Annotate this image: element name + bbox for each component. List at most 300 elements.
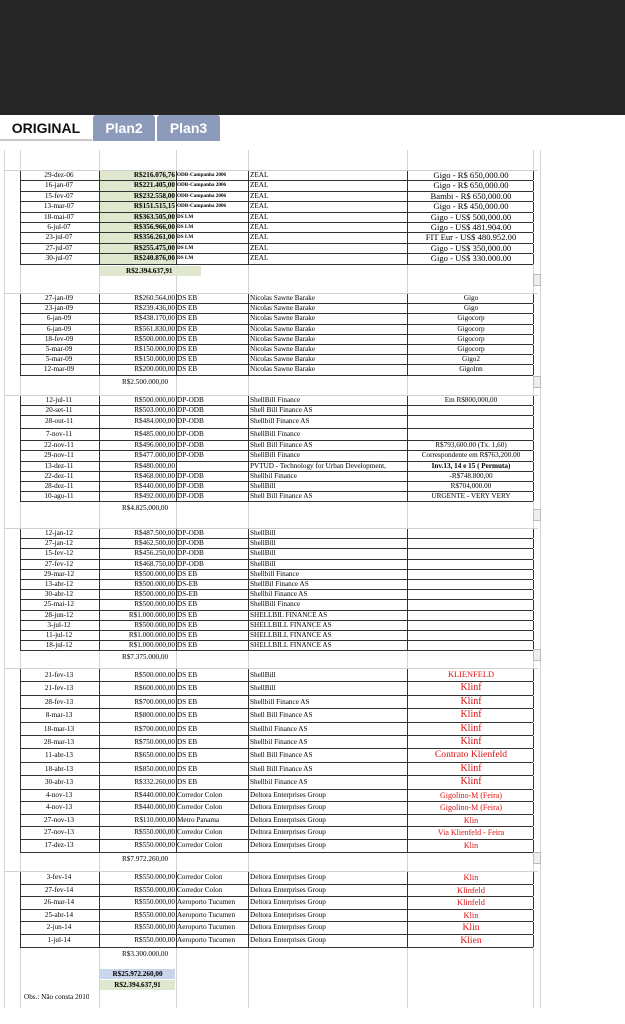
source-cell[interactable]: DP-ODB: [177, 482, 204, 490]
source-cell[interactable]: DP-ODB: [177, 549, 204, 558]
source-cell[interactable]: ODB-Campanha 2006: [177, 192, 227, 199]
source-cell[interactable]: DS LM: [177, 213, 194, 220]
note-cell[interactable]: Klinf: [460, 776, 482, 788]
date-cell[interactable]: 21-fev-13: [44, 684, 74, 693]
amount-cell[interactable]: R$356.966,00: [100, 223, 175, 232]
date-cell[interactable]: 27-jul-07: [45, 243, 73, 252]
amount-cell[interactable]: R$485.000,00: [134, 429, 175, 438]
amount-cell[interactable]: R$500.000,00: [134, 396, 175, 404]
amount-cell[interactable]: R$500.000,00: [134, 671, 175, 679]
source-cell[interactable]: DS EB: [177, 600, 198, 609]
note-cell[interactable]: [409, 560, 533, 569]
note-cell[interactable]: Gigolino-M (Feira): [440, 803, 502, 813]
source-cell[interactable]: DS LM: [177, 234, 194, 241]
note-cell[interactable]: Gigo2: [462, 355, 480, 364]
note-cell[interactable]: Klinf: [460, 709, 482, 721]
date-cell[interactable]: 27-nov-13: [44, 815, 74, 824]
source-cell[interactable]: [177, 462, 247, 471]
beneficiary-cell[interactable]: ShellBill: [250, 684, 276, 693]
source-cell[interactable]: DS EB: [177, 751, 198, 760]
date-cell[interactable]: 8-mar-13: [45, 711, 73, 720]
amount-cell[interactable]: R$468.000,00: [134, 471, 175, 480]
amount-cell[interactable]: R$1.000.000,00: [128, 631, 175, 639]
source-cell[interactable]: DP-ODB: [177, 529, 204, 537]
note-cell[interactable]: Klin: [463, 910, 479, 920]
date-cell[interactable]: 10-ago-11: [44, 492, 74, 501]
beneficiary-cell[interactable]: Deltora Enterprises Group: [250, 841, 326, 849]
beneficiary-cell[interactable]: Deltora Enterprises Group: [250, 936, 326, 944]
tab-plan2[interactable]: Plan2: [93, 115, 155, 141]
source-cell[interactable]: Aeroporto Tucumen: [177, 923, 236, 932]
amount-cell[interactable]: R$150.000,00: [134, 355, 175, 364]
source-cell[interactable]: DP-ODB: [177, 396, 204, 404]
source-cell[interactable]: DS EB: [177, 314, 198, 323]
amount-cell[interactable]: R$240.876,00: [100, 254, 175, 263]
date-cell[interactable]: 22-dez-11: [44, 471, 74, 480]
beneficiary-cell[interactable]: Shellbill Finance: [250, 569, 299, 578]
source-cell[interactable]: DS-EB: [177, 580, 198, 588]
beneficiary-cell[interactable]: ShellBill: [250, 671, 276, 679]
beneficiary-cell[interactable]: Shellbil Finance AS: [250, 724, 308, 733]
date-cell[interactable]: 2-jun-14: [46, 923, 72, 932]
amount-cell[interactable]: R$356.261,00: [100, 233, 175, 242]
note-cell[interactable]: [409, 539, 533, 548]
source-cell[interactable]: Corredor Colon: [177, 790, 223, 799]
note-cell[interactable]: Klin: [463, 815, 479, 825]
date-cell[interactable]: 4-nov-13: [45, 803, 73, 812]
date-cell[interactable]: 15-fev-07: [44, 191, 74, 200]
note-cell[interactable]: Gigo - US$ 350,000.00: [430, 243, 512, 253]
source-cell[interactable]: DS EB: [177, 724, 198, 733]
source-cell[interactable]: DS LM: [177, 255, 194, 262]
amount-cell[interactable]: R$550.000,00: [134, 841, 175, 849]
source-cell[interactable]: Corredor Colon: [177, 803, 223, 812]
date-cell[interactable]: 27-fev-12: [44, 559, 74, 568]
source-cell[interactable]: DP-ODB: [177, 471, 204, 480]
beneficiary-cell[interactable]: Deltora Enterprises Group: [250, 885, 326, 894]
beneficiary-cell[interactable]: Deltora Enterprises Group: [250, 815, 326, 824]
amount-cell[interactable]: R$500.000,00: [134, 334, 175, 343]
subtotal-value[interactable]: R$2.394.637,91: [100, 266, 201, 276]
subtotal-value[interactable]: R$3.300.000,00: [122, 949, 169, 958]
amount-cell[interactable]: R$850.000,00: [134, 764, 175, 773]
source-cell[interactable]: Corredor Colon: [177, 828, 223, 837]
subtotal-value[interactable]: R$4.825.000,00: [122, 504, 169, 513]
subtotal-value[interactable]: R$7.972.260,00: [122, 854, 169, 863]
date-cell[interactable]: 5-mar-09: [45, 345, 73, 353]
subtotal-value[interactable]: R$2.500.000,00: [122, 377, 169, 386]
source-cell[interactable]: ODB-Campanha 2006: [177, 203, 227, 210]
note-cell[interactable]: Klinfeld: [457, 885, 485, 895]
amount-cell[interactable]: R$484.000,00: [134, 417, 175, 426]
beneficiary-cell[interactable]: Deltora Enterprises Group: [250, 873, 326, 881]
source-cell[interactable]: DP-ODB: [177, 417, 204, 426]
beneficiary-cell[interactable]: ZEAL: [250, 191, 269, 200]
note-cell[interactable]: Gigo: [463, 304, 479, 313]
date-cell[interactable]: 12-mar-09: [43, 365, 75, 374]
amount-cell[interactable]: R$216.076,76: [100, 171, 175, 180]
date-cell[interactable]: 17-dez-13: [44, 841, 74, 849]
note-cell[interactable]: Klien: [460, 935, 482, 946]
source-cell[interactable]: DS EB: [177, 569, 198, 578]
source-cell[interactable]: DS EB: [177, 334, 198, 343]
source-cell[interactable]: Corredor Colon: [177, 873, 223, 881]
source-cell[interactable]: DP-ODB: [177, 429, 204, 438]
beneficiary-cell[interactable]: Shell Bill Finance AS: [250, 492, 313, 501]
beneficiary-cell[interactable]: Deltora Enterprises Group: [250, 898, 326, 907]
date-cell[interactable]: 1-jul-14: [47, 936, 71, 944]
beneficiary-cell[interactable]: Nicolas Sawne Barake: [250, 304, 316, 313]
date-cell[interactable]: 25-mai-12: [44, 600, 74, 609]
source-cell[interactable]: Corredor Colon: [177, 885, 223, 894]
source-cell[interactable]: Corredor Colon: [177, 841, 223, 849]
source-cell[interactable]: DS EB: [177, 365, 198, 374]
note-cell[interactable]: [409, 631, 533, 640]
amount-cell[interactable]: R$487.500,00: [134, 529, 175, 537]
amount-cell[interactable]: R$468.750,00: [134, 559, 175, 568]
tab-original[interactable]: ORIGINAL: [0, 115, 92, 141]
source-cell[interactable]: DP-ODB: [177, 492, 204, 501]
amount-cell[interactable]: R$477.000,00: [134, 451, 175, 460]
source-cell[interactable]: Aeroporto Tucumen: [177, 898, 236, 907]
beneficiary-cell[interactable]: Shell Bill Finance AS: [250, 764, 313, 773]
note-cell[interactable]: Klinfeld: [457, 898, 485, 908]
amount-cell[interactable]: R$239.436,00: [134, 304, 175, 313]
date-cell[interactable]: 3-jul-12: [47, 620, 71, 629]
source-cell[interactable]: DS EB: [177, 778, 198, 787]
note-cell[interactable]: R$793,600.00 (Tx. 1,60): [435, 441, 507, 450]
beneficiary-cell[interactable]: ShellBill: [250, 482, 276, 490]
beneficiary-cell[interactable]: Shellbill Finance AS: [250, 417, 310, 426]
beneficiary-cell[interactable]: ShellBill: [250, 529, 276, 537]
source-cell[interactable]: DS EB: [177, 697, 198, 706]
date-cell[interactable]: 12-jan-12: [45, 529, 73, 537]
beneficiary-cell[interactable]: Deltora Enterprises Group: [250, 790, 326, 799]
source-cell[interactable]: ODB-Campanha 2006: [177, 172, 227, 178]
source-cell[interactable]: DS EB: [177, 294, 198, 302]
note-cell[interactable]: R$704,000.00: [450, 482, 492, 490]
beneficiary-cell[interactable]: Nicolas Sawne Barake: [250, 365, 316, 374]
date-cell[interactable]: 28-mar-13: [43, 738, 75, 746]
amount-cell[interactable]: R$500.000,00: [134, 580, 175, 588]
note-cell[interactable]: Klinf: [460, 736, 482, 747]
beneficiary-cell[interactable]: ZEAL: [250, 202, 269, 211]
note-cell[interactable]: [409, 416, 533, 427]
beneficiary-cell[interactable]: ZEAL: [250, 254, 269, 263]
note-cell[interactable]: Em R$800,000,00: [444, 396, 498, 404]
note-cell[interactable]: [409, 549, 533, 558]
date-cell[interactable]: 15-fev-12: [44, 549, 74, 558]
source-cell[interactable]: DS EB: [177, 671, 198, 679]
amount-cell[interactable]: R$496.000,00: [134, 441, 175, 450]
amount-cell[interactable]: R$650.000,00: [134, 751, 175, 760]
note-cell[interactable]: KLIENFELD: [447, 670, 495, 679]
amount-cell[interactable]: R$550.000,00: [134, 923, 175, 932]
beneficiary-cell[interactable]: Shell Bill Finance AS: [250, 751, 313, 760]
amount-cell[interactable]: R$700.000,00: [134, 697, 175, 706]
beneficiary-cell[interactable]: Deltora Enterprises Group: [250, 923, 326, 932]
note-cell[interactable]: [409, 529, 533, 538]
note-cell[interactable]: Gigolnn: [459, 365, 483, 374]
note-cell[interactable]: [409, 429, 533, 440]
date-cell[interactable]: 18-abr-13: [44, 764, 74, 773]
source-cell[interactable]: DS EB: [177, 711, 198, 720]
date-cell[interactable]: 22-nov-11: [44, 441, 74, 450]
amount-cell[interactable]: R$550.000,00: [134, 885, 175, 894]
spreadsheet-grid[interactable]: [0, 144, 625, 1024]
beneficiary-cell[interactable]: ShellBill: [250, 539, 276, 548]
beneficiary-cell[interactable]: SHELLBILL FINANCE AS: [250, 641, 332, 650]
amount-cell[interactable]: R$440.000,00: [134, 803, 175, 812]
note-cell[interactable]: [409, 600, 533, 609]
date-cell[interactable]: 27-jan-09: [45, 294, 73, 302]
note-cell[interactable]: [409, 406, 533, 415]
date-cell[interactable]: 23-jan-09: [45, 304, 73, 313]
date-cell[interactable]: 27-nov-13: [44, 828, 74, 837]
beneficiary-cell[interactable]: ZEAL: [250, 171, 269, 179]
date-cell[interactable]: 13-abr-12: [44, 580, 74, 588]
date-cell[interactable]: 29-dez-06: [44, 171, 74, 179]
amount-cell[interactable]: R$550.000,00: [134, 910, 175, 919]
amount-cell[interactable]: R$500.000,00: [134, 569, 175, 578]
grand-total-value[interactable]: R$25.972.260,00: [100, 969, 175, 979]
tab-plan3[interactable]: Plan3: [157, 115, 220, 141]
beneficiary-cell[interactable]: ZEAL: [250, 212, 269, 221]
note-cell[interactable]: URGENTE - VERY VERY: [431, 492, 511, 501]
beneficiary-cell[interactable]: ZEAL: [250, 181, 269, 190]
amount-cell[interactable]: R$221.405,00: [100, 181, 175, 190]
beneficiary-cell[interactable]: Shellbil Finance AS: [250, 590, 308, 599]
beneficiary-cell[interactable]: ShellBill Finance: [250, 600, 301, 609]
beneficiary-cell[interactable]: Shell Bill Finance AS: [250, 406, 313, 415]
date-cell[interactable]: 28-out-11: [44, 417, 74, 426]
date-cell[interactable]: 7-nov-11: [45, 429, 73, 438]
date-cell[interactable]: 6-jan-09: [46, 324, 72, 333]
beneficiary-cell[interactable]: Nicolas Sawne Barake: [250, 294, 316, 302]
beneficiary-cell[interactable]: ShellBill Finance: [250, 451, 301, 460]
amount-cell[interactable]: R$500.000,00: [134, 600, 175, 609]
date-cell[interactable]: 6-jul-07: [47, 223, 71, 231]
date-cell[interactable]: 23-jul-07: [45, 233, 73, 242]
beneficiary-cell[interactable]: ShellBill Finance: [250, 429, 301, 438]
date-cell[interactable]: 18-mar-13: [43, 724, 75, 733]
note-cell[interactable]: Klinf: [460, 682, 482, 694]
amount-cell[interactable]: R$332.260,00: [134, 778, 175, 787]
source-cell[interactable]: DP-ODB: [177, 451, 204, 460]
source-cell[interactable]: DP-ODB: [177, 559, 204, 568]
note-cell[interactable]: [409, 621, 533, 630]
note-cell[interactable]: Correspondente em R$763,200.00: [421, 451, 521, 460]
note-cell[interactable]: -R$748.800,00: [449, 471, 493, 480]
beneficiary-cell[interactable]: SHELLBILL FINANCE AS: [250, 631, 332, 639]
note-cell[interactable]: Klin: [463, 873, 479, 882]
source-cell[interactable]: Aeroporto Tucumen: [177, 936, 236, 944]
date-cell[interactable]: 13-dez-11: [44, 461, 74, 470]
amount-cell[interactable]: R$255.475,00: [100, 244, 175, 253]
note-cell[interactable]: Klinf: [460, 722, 482, 734]
amount-cell[interactable]: R$503.000,00: [134, 406, 175, 415]
note-cell[interactable]: Gigocorp: [457, 334, 485, 343]
amount-cell[interactable]: R$440.000,00: [134, 790, 175, 799]
beneficiary-cell[interactable]: PVTUD - Technology for Urban Development,: [250, 461, 386, 470]
note-cell[interactable]: Klinf: [460, 762, 482, 774]
source-cell[interactable]: DP-ODB: [177, 441, 204, 450]
date-cell[interactable]: 28-jun-12: [44, 610, 74, 619]
note-cell[interactable]: Gigo - R$ 450,000.00: [433, 202, 509, 212]
beneficiary-cell[interactable]: Nicolas Sawne Barake: [250, 334, 316, 343]
source-cell[interactable]: DS EB: [177, 610, 198, 619]
beneficiary-cell[interactable]: Deltora Enterprises Group: [250, 828, 326, 837]
date-cell[interactable]: 11-abr-13: [45, 751, 73, 760]
source-cell[interactable]: DS EB: [177, 324, 198, 333]
amount-cell[interactable]: R$500.000,00: [134, 590, 175, 599]
date-cell[interactable]: 30-abr-13: [44, 778, 74, 787]
beneficiary-cell[interactable]: Nicolas Sawne Barake: [250, 324, 316, 333]
subtotal-value[interactable]: R$7.375.000,00: [122, 653, 169, 662]
date-cell[interactable]: 21-fev-13: [44, 671, 74, 679]
note-cell[interactable]: [409, 590, 533, 599]
note-cell[interactable]: Gigo - R$ 650,000.00: [433, 171, 509, 180]
amount-cell[interactable]: R$438.170,00: [134, 314, 175, 323]
amount-cell[interactable]: R$550.000,00: [134, 898, 175, 907]
date-cell[interactable]: 11-jul-12: [45, 631, 73, 639]
source-cell[interactable]: DS EB: [177, 620, 198, 629]
note-cell[interactable]: Gigo - US$ 500,000.00: [430, 212, 512, 222]
source-cell[interactable]: DS LM: [177, 224, 194, 230]
footnote-text[interactable]: Obs.: Não consta 2010: [24, 993, 90, 1001]
beneficiary-cell[interactable]: Shellbil Finance: [250, 471, 297, 480]
beneficiary-cell[interactable]: Deltora Enterprises Group: [250, 910, 326, 919]
date-cell[interactable]: 28-dez-11: [44, 482, 74, 490]
beneficiary-cell[interactable]: SHELLBIL FINANCE AS: [250, 610, 328, 619]
beneficiary-cell[interactable]: Nicolas Sawne Barake: [250, 355, 316, 364]
source-cell[interactable]: Metro Panama: [177, 815, 220, 824]
date-cell[interactable]: 5-mar-09: [45, 355, 73, 364]
note-cell[interactable]: Klin: [463, 841, 479, 850]
note-cell[interactable]: Gigolino-M (Feira): [440, 790, 502, 800]
note-cell[interactable]: [409, 580, 533, 589]
source-cell[interactable]: DS EB: [177, 355, 198, 364]
amount-cell[interactable]: R$363.505,00: [100, 213, 175, 222]
beneficiary-cell[interactable]: Shellbill Finance AS: [250, 697, 310, 706]
amount-cell[interactable]: R$151.515,15: [100, 202, 175, 211]
amount-cell[interactable]: R$440.000,00: [134, 482, 175, 490]
beneficiary-cell[interactable]: Nicolas Sawne Barake: [250, 345, 316, 353]
amount-cell[interactable]: R$750.000,00: [134, 738, 175, 746]
note-cell[interactable]: Gigocorp: [457, 314, 485, 323]
beneficiary-cell[interactable]: Shell Bill Finance AS: [250, 711, 313, 720]
note-cell[interactable]: [409, 611, 533, 620]
date-cell[interactable]: 29-nov-11: [44, 451, 74, 460]
source-cell[interactable]: Aeroporto Tucumen: [177, 910, 236, 919]
beneficiary-cell[interactable]: ShellBill: [250, 559, 276, 568]
amount-cell[interactable]: R$232.558,00: [100, 192, 175, 201]
date-cell[interactable]: 12-jul-11: [45, 396, 73, 404]
amount-cell[interactable]: R$800.000,00: [134, 711, 175, 720]
source-cell[interactable]: DS EB: [177, 764, 198, 773]
note-cell[interactable]: Gigo - US$ 330.000.00: [430, 254, 512, 264]
source-cell[interactable]: DS EB: [177, 631, 198, 639]
amount-cell[interactable]: R$480.000,00: [134, 461, 175, 470]
second-total-value[interactable]: R$2.394.637,91: [100, 980, 175, 990]
date-cell[interactable]: 29-mar-12: [43, 569, 75, 578]
amount-cell[interactable]: R$462.500,00: [134, 539, 175, 548]
note-cell[interactable]: Via Klienfeld - Feira: [437, 828, 505, 838]
date-cell[interactable]: 13-mar-07: [43, 202, 75, 211]
date-cell[interactable]: 28-fev-13: [44, 697, 74, 706]
source-cell[interactable]: DS EB: [177, 345, 198, 353]
amount-cell[interactable]: R$700.000,00: [134, 724, 175, 733]
beneficiary-cell[interactable]: SHELLBILL FINANCE AS: [250, 620, 332, 629]
beneficiary-cell[interactable]: ZEAL: [250, 243, 269, 252]
note-cell[interactable]: Inv.13, 14 e 15 ( Permuta): [431, 461, 511, 470]
note-cell[interactable]: FIT Eur - US$ 480.952.00: [425, 233, 517, 243]
amount-cell[interactable]: R$561.830,00: [134, 324, 175, 333]
note-cell[interactable]: Klin: [462, 922, 480, 934]
note-cell[interactable]: [409, 641, 533, 650]
amount-cell[interactable]: R$600.000,00: [134, 684, 175, 693]
beneficiary-cell[interactable]: Shellbil Finance AS: [250, 738, 308, 746]
note-cell[interactable]: Gigocorp: [457, 324, 485, 333]
note-cell[interactable]: [409, 570, 533, 579]
note-cell[interactable]: Gigo: [463, 294, 479, 302]
note-cell[interactable]: Contrato Klienfeld: [434, 749, 508, 761]
amount-cell[interactable]: R$200.000,00: [134, 365, 175, 374]
note-cell[interactable]: Gigo - US$ 481.904.00: [430, 223, 512, 232]
date-cell[interactable]: 30-jul-07: [45, 254, 73, 263]
amount-cell[interactable]: R$550.000,00: [134, 828, 175, 837]
source-cell[interactable]: ODB-Campanha 2006: [177, 182, 227, 189]
date-cell[interactable]: 18-jul-12: [45, 641, 73, 650]
date-cell[interactable]: 6-jan-09: [46, 314, 72, 323]
source-cell[interactable]: DS EB: [177, 304, 198, 313]
date-cell[interactable]: 18-mai-07: [44, 212, 74, 221]
source-cell[interactable]: DP-ODB: [177, 539, 204, 548]
note-cell[interactable]: Bambi - R$ 650,000.00: [430, 191, 512, 201]
amount-cell[interactable]: R$492.000,00: [134, 492, 175, 501]
beneficiary-cell[interactable]: ShellBill: [250, 549, 276, 558]
date-cell[interactable]: 27-jan-12: [45, 539, 73, 548]
beneficiary-cell[interactable]: ShellBill Finance: [250, 396, 301, 404]
amount-cell[interactable]: R$1.000.000,00: [128, 610, 175, 619]
beneficiary-cell[interactable]: Deltora Enterprises Group: [250, 803, 326, 812]
date-cell[interactable]: 16-jan-07: [45, 181, 73, 190]
beneficiary-cell[interactable]: Shell Bill Finance AS: [250, 441, 313, 450]
source-cell[interactable]: DP-ODB: [177, 406, 204, 415]
date-cell[interactable]: 26-mar-14: [43, 898, 75, 907]
date-cell[interactable]: 20-set-11: [45, 406, 73, 415]
beneficiary-cell[interactable]: ZEAL: [250, 223, 269, 231]
note-cell[interactable]: Gigo - R$ 650,000.00: [433, 181, 509, 191]
beneficiary-cell[interactable]: Nicolas Sawne Barake: [250, 314, 316, 323]
source-cell[interactable]: DS EB: [177, 738, 198, 746]
source-cell[interactable]: DS LM: [177, 244, 194, 251]
amount-cell[interactable]: R$1.000.000,00: [128, 641, 175, 650]
amount-cell[interactable]: R$110.000,00: [134, 815, 175, 824]
amount-cell[interactable]: R$550.000,00: [134, 936, 175, 944]
date-cell[interactable]: 3-fev-14: [46, 873, 72, 881]
date-cell[interactable]: 30-abr-12: [44, 590, 74, 599]
beneficiary-cell[interactable]: ZEAL: [250, 233, 269, 242]
source-cell[interactable]: DS EB: [177, 684, 198, 693]
note-cell[interactable]: Gigocorp: [457, 345, 485, 353]
note-cell[interactable]: Klinf: [460, 695, 482, 707]
amount-cell[interactable]: R$550.000,00: [134, 873, 175, 881]
amount-cell[interactable]: R$260.564,00: [134, 294, 175, 302]
amount-cell[interactable]: R$150.000,00: [134, 345, 175, 353]
beneficiary-cell[interactable]: ShellBil Finance AS: [250, 580, 309, 588]
amount-cell[interactable]: R$456.250,00: [134, 549, 175, 558]
